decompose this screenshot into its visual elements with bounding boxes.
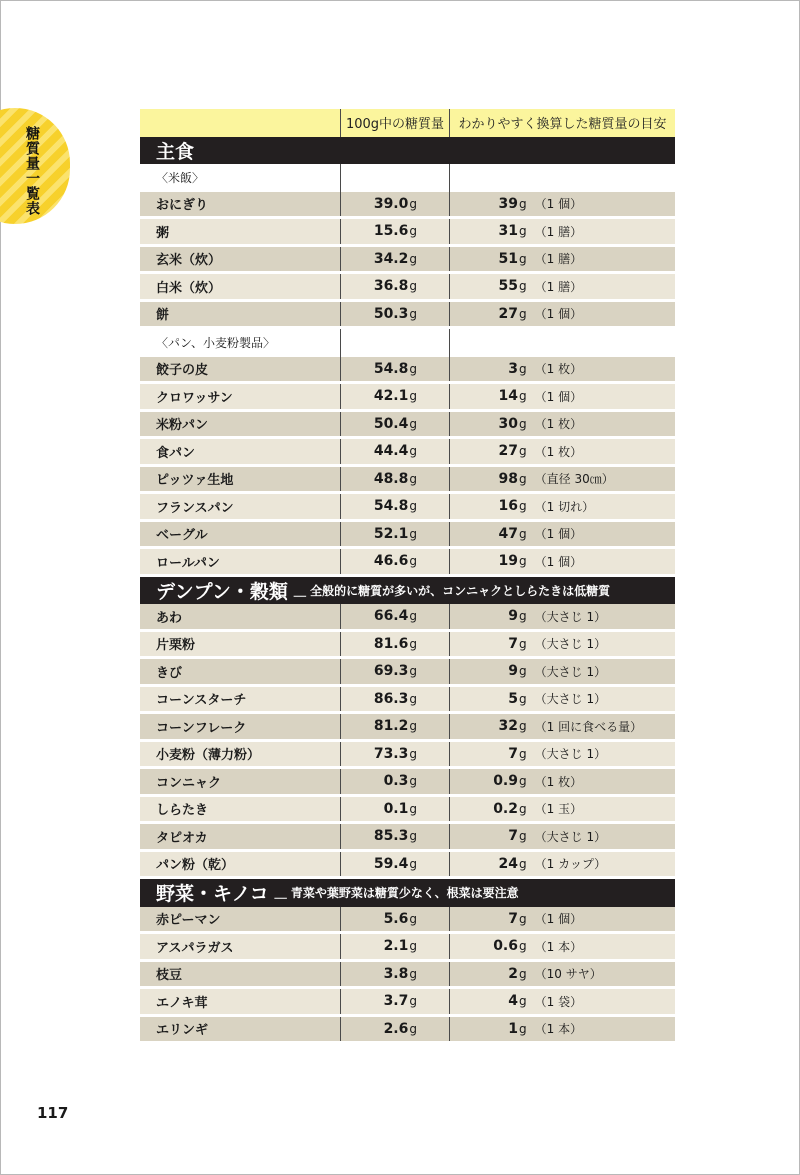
per100g-value: 59.4	[373, 855, 409, 872]
per100g-value: 36.8	[373, 278, 409, 295]
per100g-value: 42.1	[373, 388, 409, 405]
estimate-portion: （1 枚）	[534, 417, 583, 432]
per100g-cell	[340, 934, 449, 959]
estimate-portion: （1 膳）	[534, 252, 583, 267]
estimate-amount: 7	[508, 828, 518, 845]
per100g-cell	[340, 797, 449, 822]
table-row	[140, 219, 675, 247]
estimate-amount: 9	[508, 608, 518, 625]
food-name: コーンスターチ	[156, 693, 247, 709]
unit-label: g	[409, 856, 417, 871]
estimate-cell	[449, 714, 675, 739]
estimate-amount: 19	[498, 553, 518, 570]
subheading-row	[140, 164, 675, 192]
subheading-label: 〈米飯〉	[156, 171, 205, 186]
estimate-amount: 14	[498, 388, 518, 405]
estimate-amount: 2	[508, 965, 518, 982]
estimate-amount: 24	[498, 855, 518, 872]
estimate-portion: （1 膳）	[534, 279, 583, 294]
food-name: 粥	[156, 225, 170, 241]
column-header-item	[140, 109, 340, 137]
row-group	[140, 357, 675, 577]
subheading-label: 〈パン、小麦粉製品〉	[156, 336, 276, 351]
estimate-amount: 27	[498, 305, 518, 322]
per100g-cell	[340, 604, 449, 629]
per100g-value: 2.1	[383, 938, 409, 955]
estimate-amount: 39	[498, 195, 518, 212]
estimate-cell	[449, 907, 675, 932]
food-name: ロールパン	[156, 555, 220, 571]
per100g-value: 39.0	[373, 195, 409, 212]
food-name: パン粉（乾）	[156, 858, 235, 874]
estimate-cell	[449, 934, 675, 959]
estimate-cell	[449, 742, 675, 767]
unit-label: g	[519, 801, 527, 816]
food-name: 赤ピーマン	[156, 913, 221, 929]
subheading-row	[140, 329, 675, 357]
table-row	[140, 357, 675, 385]
table-row	[140, 302, 675, 330]
per100g-value: 2.6	[383, 1020, 409, 1037]
estimate-cell	[449, 274, 675, 299]
unit-label: g	[409, 664, 417, 679]
unit-label: g	[409, 829, 417, 844]
estimate-cell	[449, 522, 675, 547]
estimate-amount: 4	[508, 993, 518, 1010]
estimate-cell	[449, 769, 675, 794]
estimate-amount: 31	[498, 223, 518, 240]
estimate-portion: （大さじ 1）	[534, 829, 607, 844]
estimate-cell	[449, 439, 675, 464]
per100g-value: 15.6	[373, 223, 409, 240]
per100g-value: 5.6	[383, 910, 409, 927]
estimate-portion: （1 個）	[534, 912, 583, 927]
unit-label: g	[409, 306, 417, 321]
estimate-portion: （大さじ 1）	[534, 692, 607, 707]
unit-label: g	[409, 636, 417, 651]
estimate-amount: 0.6	[493, 938, 518, 955]
food-name: クロワッサン	[156, 390, 233, 406]
unit-label: g	[519, 636, 527, 651]
row-group	[140, 192, 675, 330]
unit-label: g	[519, 774, 527, 789]
unit-label: g	[519, 829, 527, 844]
estimate-amount: 7	[508, 745, 518, 762]
per100g-value: 48.8	[373, 470, 409, 487]
table-row	[140, 824, 675, 852]
per100g-cell	[340, 769, 449, 794]
column-header-per100g: 100g中の糖質量	[340, 109, 449, 137]
estimate-amount: 0.2	[493, 800, 518, 817]
estimate-cell	[449, 632, 675, 657]
food-name: きび	[156, 665, 183, 681]
estimate-cell	[449, 797, 675, 822]
per100g-cell	[340, 412, 449, 437]
unit-label: g	[409, 526, 417, 541]
estimate-portion: （大さじ 1）	[534, 609, 607, 624]
estimate-amount: 98	[498, 470, 518, 487]
unit-label: g	[409, 279, 417, 294]
food-name: コンニャク	[156, 775, 222, 791]
table-row	[140, 852, 675, 880]
table-row	[140, 522, 675, 550]
estimate-amount: 32	[498, 718, 518, 735]
food-name: 枝豆	[156, 968, 183, 984]
food-name: ピッツァ生地	[156, 473, 234, 489]
estimate-portion: （1 回に食べる量）	[534, 719, 643, 734]
section-title: 野菜・キノコ	[156, 883, 269, 906]
per100g-cell	[340, 687, 449, 712]
estimate-cell	[449, 962, 675, 987]
estimate-cell	[449, 852, 675, 877]
per100g-value: 81.6	[373, 635, 409, 652]
unit-label: g	[519, 746, 527, 761]
per100g-cell	[340, 549, 449, 574]
table-row	[140, 962, 675, 990]
unit-label: g	[519, 279, 527, 294]
per100g-cell	[340, 302, 449, 327]
estimate-cell	[449, 687, 675, 712]
estimate-portion: （1 枚）	[534, 444, 583, 459]
unit-label: g	[409, 939, 417, 954]
estimate-portion: （1 膳）	[534, 224, 583, 239]
estimate-portion: （1 個）	[534, 307, 583, 322]
estimate-portion: （1 個）	[534, 527, 583, 542]
estimate-amount: 3	[508, 360, 518, 377]
table-row	[140, 1017, 675, 1045]
per100g-cell	[340, 522, 449, 547]
estimate-portion: （1 袋）	[534, 994, 583, 1009]
per100g-cell	[340, 852, 449, 877]
estimate-amount: 55	[498, 278, 518, 295]
per100g-value: 73.3	[373, 745, 409, 762]
per100g-value: 69.3	[373, 663, 409, 680]
page-number: 117	[37, 1104, 69, 1122]
unit-label: g	[519, 719, 527, 734]
estimate-cell	[449, 302, 675, 327]
per100g-cell	[340, 274, 449, 299]
per100g-cell	[340, 1017, 449, 1042]
unit-label: g	[409, 801, 417, 816]
per100g-cell	[340, 247, 449, 272]
food-name: 玄米（炊）	[156, 253, 222, 269]
estimate-portion: （1 カップ）	[534, 857, 607, 872]
estimate-portion: （10 サヤ）	[534, 967, 602, 982]
unit-label: g	[409, 251, 417, 266]
food-name: 米粉パン	[156, 418, 209, 434]
unit-label: g	[519, 306, 527, 321]
unit-label: g	[519, 251, 527, 266]
estimate-portion: （1 枚）	[534, 774, 583, 789]
per100g-value: 54.8	[373, 498, 409, 515]
estimate-amount: 27	[498, 443, 518, 460]
per100g-cell	[340, 824, 449, 849]
food-name: あわ	[156, 610, 183, 626]
estimate-amount: 7	[508, 910, 518, 927]
unit-label: g	[409, 444, 417, 459]
estimate-cell	[449, 604, 675, 629]
table-row	[140, 714, 675, 742]
per100g-value: 54.8	[373, 360, 409, 377]
table-row	[140, 494, 675, 522]
estimate-portion: （1 個）	[534, 554, 583, 569]
estimate-cell	[449, 1017, 675, 1042]
estimate-portion: （1 本）	[534, 939, 583, 954]
food-name: しらたき	[156, 803, 209, 819]
estimate-portion: （1 切れ）	[534, 499, 595, 514]
per100g-cell	[340, 219, 449, 244]
food-name: 白米（炊）	[156, 280, 222, 296]
per100g-value: 3.7	[383, 993, 409, 1010]
unit-label: g	[409, 361, 417, 376]
section-note: ＿ 全般的に糖質が多いが、コンニャクとしらたきは低糖質	[294, 582, 610, 599]
food-name: 餃子の皮	[156, 363, 209, 379]
unit-label: g	[409, 499, 417, 514]
estimate-portion: （大さじ 1）	[534, 747, 607, 762]
estimate-portion: （1 玉）	[534, 802, 583, 817]
unit-label: g	[519, 499, 527, 514]
food-name: フランスパン	[156, 500, 234, 516]
unit-label: g	[409, 224, 417, 239]
estimate-amount: 0.9	[493, 773, 518, 790]
table-row	[140, 907, 675, 935]
unit-label: g	[519, 994, 527, 1009]
per100g-value: 86.3	[373, 690, 409, 707]
table-row	[140, 192, 675, 220]
per100g-cell	[340, 989, 449, 1014]
column-header-estimate: わかりやすく換算した糖質量の目安	[449, 109, 675, 137]
table-row	[140, 632, 675, 660]
per100g-value: 46.6	[373, 553, 409, 570]
unit-label: g	[519, 609, 527, 624]
estimate-portion: （1 本）	[534, 1022, 583, 1037]
unit-label: g	[519, 691, 527, 706]
food-name: タピオカ	[156, 830, 208, 846]
estimate-cell	[449, 384, 675, 409]
food-name: 片栗粉	[156, 638, 196, 654]
unit-label: g	[519, 361, 527, 376]
per100g-cell	[340, 659, 449, 684]
per100g-value: 85.3	[373, 828, 409, 845]
food-name: コーンフレーク	[156, 720, 247, 736]
per100g-value: 3.8	[383, 965, 409, 982]
per100g-cell	[340, 632, 449, 657]
food-name: 小麦粉（薄力粉）	[156, 748, 261, 764]
estimate-cell	[449, 659, 675, 684]
estimate-amount: 47	[498, 525, 518, 542]
per100g-cell	[340, 714, 449, 739]
estimate-amount: 51	[498, 250, 518, 267]
section-title: 主食	[156, 140, 195, 163]
unit-label: g	[519, 911, 527, 926]
estimate-portion: （大さじ 1）	[534, 637, 607, 652]
estimate-portion: （大さじ 1）	[534, 664, 607, 679]
row-group	[140, 604, 675, 879]
unit-label: g	[409, 691, 417, 706]
table-row	[140, 467, 675, 495]
table-row	[140, 604, 675, 632]
unit-label: g	[409, 911, 417, 926]
per100g-cell	[340, 357, 449, 382]
food-name: ベーグル	[156, 528, 208, 544]
unit-label: g	[519, 554, 527, 569]
unit-label: g	[409, 416, 417, 431]
per100g-value: 50.4	[373, 415, 409, 432]
table-row	[140, 989, 675, 1017]
per100g-value: 52.1	[373, 525, 409, 542]
estimate-cell	[449, 192, 675, 217]
unit-label: g	[409, 719, 417, 734]
estimate-cell	[449, 494, 675, 519]
unit-label: g	[519, 664, 527, 679]
subheading-spacer	[449, 164, 675, 192]
table-row	[140, 659, 675, 687]
estimate-amount: 30	[498, 415, 518, 432]
per100g-cell	[340, 742, 449, 767]
per100g-value: 81.2	[373, 718, 409, 735]
estimate-amount: 5	[508, 690, 518, 707]
estimate-amount: 1	[508, 1020, 518, 1037]
unit-label: g	[519, 416, 527, 431]
estimate-cell	[449, 549, 675, 574]
estimate-amount: 16	[498, 498, 518, 515]
food-name: エノキ茸	[156, 995, 208, 1011]
section-header	[140, 577, 675, 605]
table-row	[140, 549, 675, 577]
unit-label: g	[409, 774, 417, 789]
per100g-value: 44.4	[373, 443, 409, 460]
estimate-portion: （1 枚）	[534, 362, 583, 377]
unit-label: g	[519, 939, 527, 954]
food-name: おにぎり	[156, 198, 209, 214]
table-row	[140, 274, 675, 302]
table-row	[140, 934, 675, 962]
estimate-cell	[449, 219, 675, 244]
per100g-cell	[340, 467, 449, 492]
per100g-value: 34.2	[373, 250, 409, 267]
per100g-cell	[340, 192, 449, 217]
unit-label: g	[409, 471, 417, 486]
estimate-cell	[449, 412, 675, 437]
sugar-content-table	[140, 109, 675, 1044]
row-group	[140, 907, 675, 1045]
estimate-cell	[449, 467, 675, 492]
estimate-portion: （直径 30㎝）	[534, 472, 614, 487]
unit-label: g	[409, 746, 417, 761]
unit-label: g	[409, 609, 417, 624]
table-row	[140, 412, 675, 440]
table-row	[140, 247, 675, 275]
unit-label: g	[519, 444, 527, 459]
subheading-spacer	[340, 164, 449, 192]
unit-label: g	[519, 966, 527, 981]
per100g-value: 50.3	[373, 305, 409, 322]
estimate-cell	[449, 247, 675, 272]
table-row	[140, 769, 675, 797]
unit-label: g	[519, 196, 527, 211]
section-note: ＿ 青菜や葉野菜は糖質少なく、根菜は要注意	[275, 884, 519, 901]
unit-label: g	[519, 389, 527, 404]
food-name: アスパラガス	[156, 940, 234, 956]
per100g-cell	[340, 384, 449, 409]
estimate-cell	[449, 989, 675, 1014]
unit-label: g	[519, 471, 527, 486]
section-header	[140, 137, 675, 165]
per100g-value: 66.4	[373, 608, 409, 625]
unit-label: g	[409, 966, 417, 981]
table-row	[140, 687, 675, 715]
food-name: エリンギ	[156, 1023, 209, 1039]
per100g-value: 0.3	[383, 773, 409, 790]
side-tab-label: 糖質量一覧表	[24, 126, 40, 216]
table-row	[140, 384, 675, 412]
food-name: 餅	[156, 308, 170, 324]
per100g-value: 0.1	[383, 800, 409, 817]
food-name: 食パン	[156, 445, 196, 461]
estimate-cell	[449, 824, 675, 849]
per100g-cell	[340, 494, 449, 519]
estimate-amount: 9	[508, 663, 518, 680]
table-row	[140, 797, 675, 825]
unit-label: g	[519, 224, 527, 239]
unit-label: g	[409, 554, 417, 569]
unit-label: g	[519, 526, 527, 541]
subheading-spacer	[449, 329, 675, 357]
per100g-cell	[340, 907, 449, 932]
section-header	[140, 879, 675, 907]
estimate-portion: （1 個）	[534, 389, 583, 404]
column-header-row	[140, 109, 675, 137]
section-title: デンプン・穀類	[156, 580, 288, 603]
table-row	[140, 439, 675, 467]
estimate-portion: （1 個）	[534, 197, 583, 212]
unit-label: g	[409, 389, 417, 404]
unit-label: g	[519, 1021, 527, 1036]
unit-label: g	[409, 196, 417, 211]
estimate-cell	[449, 357, 675, 382]
per100g-cell	[340, 962, 449, 987]
per100g-cell	[340, 439, 449, 464]
subheading-spacer	[340, 329, 449, 357]
table-row	[140, 742, 675, 770]
unit-label: g	[409, 1021, 417, 1036]
unit-label: g	[519, 856, 527, 871]
unit-label: g	[409, 994, 417, 1009]
estimate-amount: 7	[508, 635, 518, 652]
